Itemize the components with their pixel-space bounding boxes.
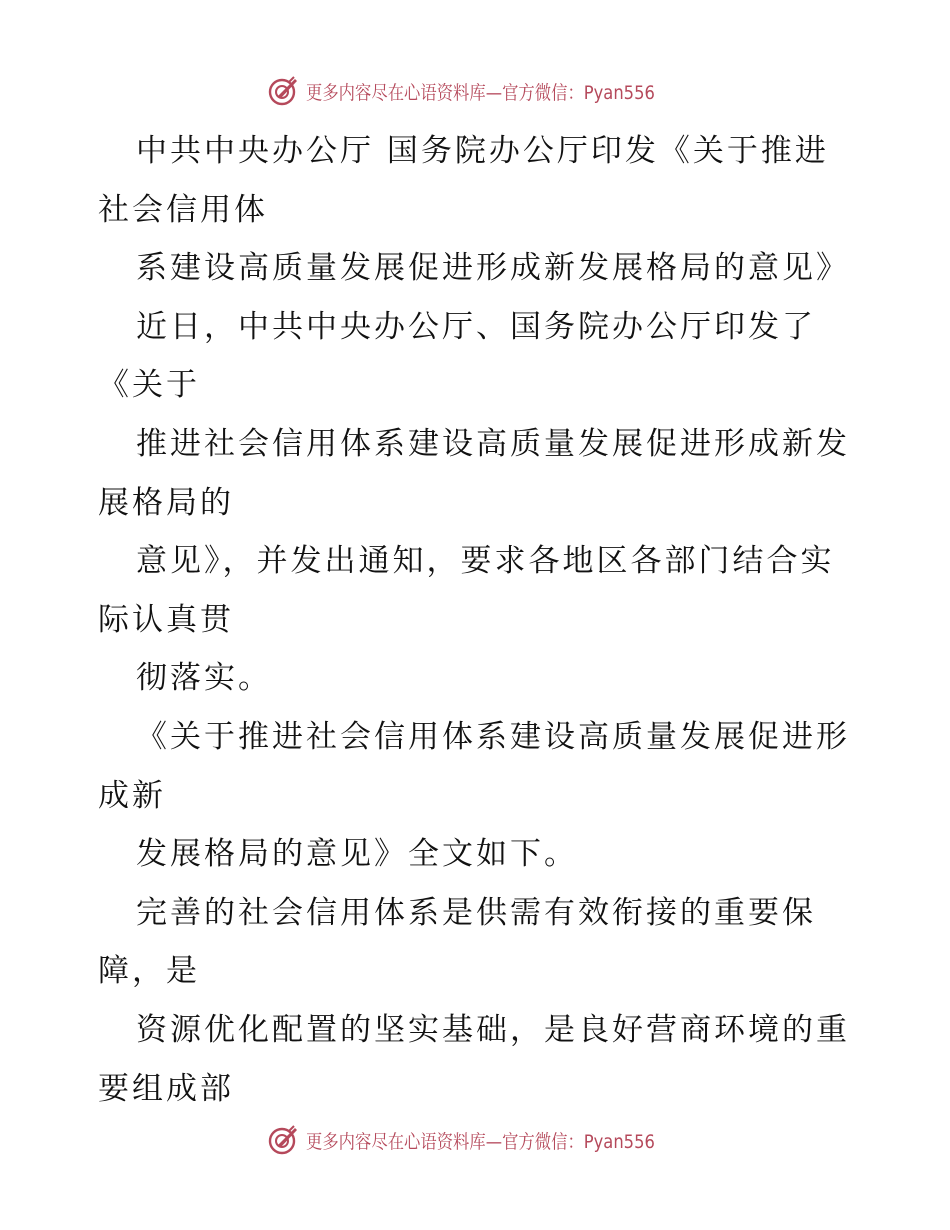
- watermark-text: 更多内容尽在心语资料库—官方微信：Pyan556: [306, 1130, 656, 1153]
- text-line: 要组成部: [98, 1070, 234, 1107]
- document-body: [98, 122, 868, 1118]
- text-line: 《关于推进社会信用体系建设高质量发展促进形: [136, 718, 850, 755]
- text-line: 资源优化配置的坚实基础，是良好营商环境的重: [136, 1011, 850, 1048]
- text-line: 近日，中共中央办公厅、国务院办公厅印发了: [136, 308, 816, 345]
- quill-logo-icon: [268, 75, 300, 107]
- text-line: 中共中央办公厅 国务院办公厅印发《关于推进: [136, 133, 829, 169]
- footer-watermark: [0, 1122, 950, 1158]
- text-line: 发展格局的意见》全文如下。: [136, 836, 578, 873]
- text-line: 障，是: [98, 953, 200, 990]
- text-line: 成新: [98, 777, 166, 814]
- text-line: 社会信用体: [98, 191, 268, 228]
- text-line: 《关于: [98, 367, 200, 404]
- header-watermark: [0, 73, 950, 109]
- text-line: 彻落实。: [136, 660, 272, 697]
- quill-logo-icon: [268, 1124, 300, 1156]
- text-line: 完善的社会信用体系是供需有效衔接的重要保: [136, 894, 816, 931]
- text-line: 系建设高质量发展促进形成新发展格局的意见》: [136, 250, 850, 287]
- text-line: 展格局的: [98, 484, 234, 521]
- text-line: 推进社会信用体系建设高质量发展促进形成新发: [136, 425, 850, 462]
- watermark-text: 更多内容尽在心语资料库—官方微信：Pyan556: [306, 81, 656, 104]
- text-line: 意见》，并发出通知，要求各地区各部门结合实: [136, 543, 835, 580]
- text-line: 际认真贯: [98, 601, 234, 638]
